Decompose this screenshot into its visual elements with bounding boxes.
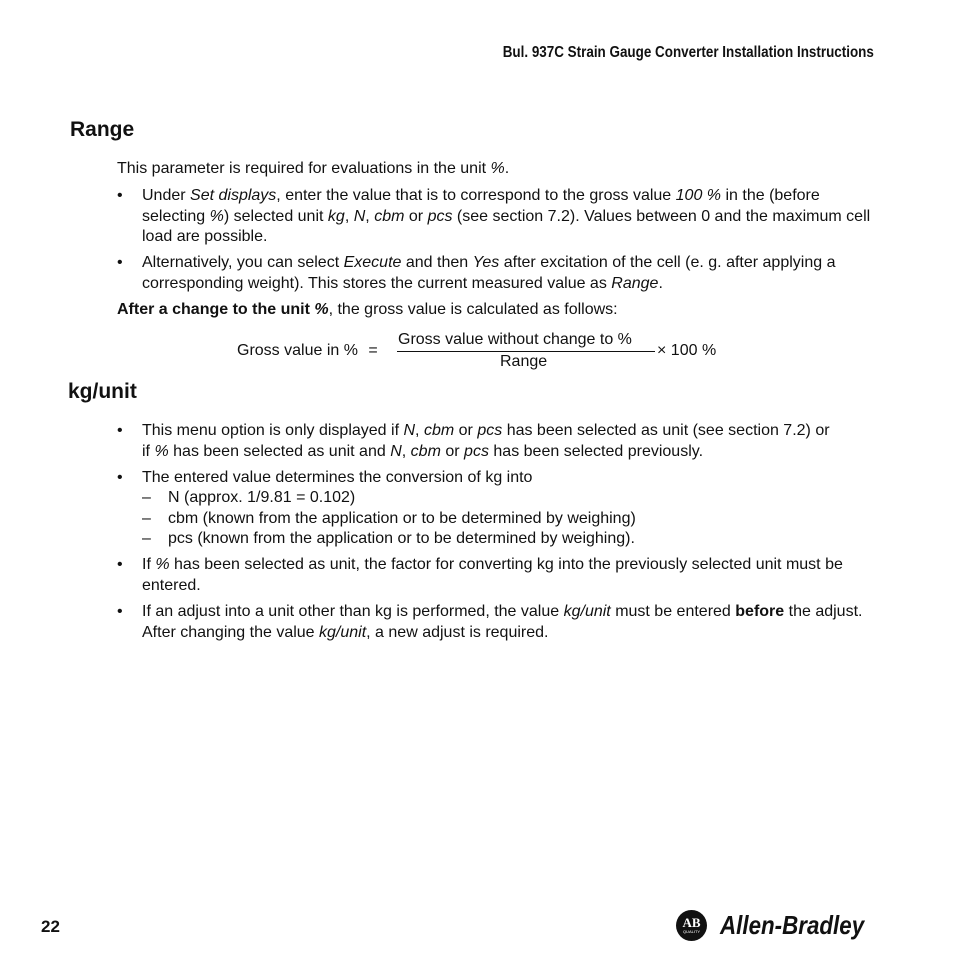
section-heading-kg-unit: kg/unit (68, 380, 137, 403)
formula-denominator: Range (500, 353, 548, 370)
bullet-marker: • (117, 187, 123, 204)
text-run: and then (405, 254, 469, 271)
range-intro-text: This parameter is required for evaluations in the unit (117, 160, 487, 177)
section-heading-range: Range (70, 118, 135, 141)
bullet-marker: • (117, 422, 123, 439)
allen-bradley-logo-icon (676, 910, 707, 941)
text-run-italic: cbm (423, 422, 455, 439)
dash-marker: – (142, 510, 151, 527)
range-bullet-1 (142, 186, 902, 248)
text-run-italic: % (155, 556, 170, 573)
dash-marker: – (142, 489, 151, 506)
text-run-italic: pcs (464, 442, 489, 460)
text-run: selecting (142, 207, 206, 225)
text-run: has been selected previously. (493, 442, 704, 460)
text-run: has been selected as unit and (173, 442, 386, 460)
text-run-italic: pcs (427, 207, 453, 225)
kgunit-bullet-2: The entered value determines the conversion of kg into (142, 469, 533, 486)
text-run-italic: % (209, 207, 224, 225)
bullet-marker: • (117, 556, 123, 573)
text-run-italic: N (403, 422, 416, 439)
text-run: , (365, 207, 370, 225)
kgunit-bullet-3 (142, 555, 892, 596)
list-item: cbm (known from the application or to be determined by weighing) (168, 510, 636, 527)
logo-ab-text: AB (682, 915, 701, 930)
text-run: , the gross value is calculated as follows: (328, 301, 618, 318)
text-run: has been selected as unit (see section 7.2) or (506, 422, 830, 439)
text-run: has been selected as unit, the factor for converting kg into the previously selected unit must be entered. (142, 556, 843, 594)
text-run: , (401, 442, 407, 460)
text-run-italic: kg/unit (319, 623, 367, 641)
text-run-italic: Set displays (190, 187, 277, 204)
text-run-italic: Execute (343, 254, 402, 271)
text-run-bold: After a change to the unit (117, 301, 310, 318)
text-run: in the (before (725, 187, 820, 204)
logo-small-text: QUALITY (682, 929, 701, 934)
formula-numerator: Gross value without change to % (398, 331, 632, 348)
range-intro-unit: % (490, 160, 505, 177)
text-run-italic: pcs (477, 422, 503, 439)
formula-lhs (237, 341, 378, 362)
text-run: the adjust. After changing the value (142, 603, 863, 641)
text-run: If an adjust into a unit other than kg is performed, the value (142, 603, 560, 620)
text-run-italic: Yes (472, 254, 500, 271)
text-run: , (344, 207, 350, 225)
text-run: if (142, 442, 150, 460)
text-run-italic: N (390, 442, 402, 460)
dash-marker: – (142, 530, 151, 547)
text-run-italic: kg (327, 207, 345, 225)
text-run: , enter the value that is to correspond to the gross value (276, 187, 672, 204)
list-item: N (approx. 1/9.81 = 0.102) (168, 489, 356, 506)
bullet-marker: • (117, 469, 123, 486)
text-run: Under (142, 187, 186, 204)
kgunit-bullet-1 (142, 421, 902, 462)
text-run: or (458, 422, 473, 439)
text-run-bold: before (735, 603, 785, 620)
document-header: Bul. 937C Strain Gauge Converter Installation Instructions (502, 44, 874, 61)
text-run-italic: Range (611, 274, 659, 292)
text-run: If (142, 556, 151, 573)
text-run: . (658, 274, 663, 292)
bullet-marker: • (117, 254, 123, 271)
page-number: 22 (41, 917, 60, 936)
range-after-change (117, 300, 618, 321)
formula-lhs-text: Gross value in % (237, 342, 358, 359)
range-intro-end: . (504, 160, 510, 177)
text-run: (see section 7.2). Values between 0 and the maximum cell load are possible. (142, 207, 871, 245)
text-run: or (408, 207, 424, 225)
text-run: Alternatively, you can select (142, 254, 340, 271)
kgunit-bullet-4 (142, 602, 882, 643)
bullet-marker: • (117, 603, 123, 620)
range-intro (117, 159, 509, 180)
text-run-italic: cbm (410, 442, 441, 460)
text-run-italic: kg/unit (563, 603, 611, 620)
text-run-italic: N (353, 207, 366, 225)
text-run: , (415, 422, 420, 439)
text-run-italic: % (154, 442, 169, 460)
text-run-italic: 100 % (675, 187, 722, 204)
text-run: must be entered (615, 603, 731, 620)
formula-factor (657, 341, 716, 362)
text-run: or (445, 442, 460, 460)
formula-equals: = (368, 342, 378, 359)
range-bullet-2 (142, 253, 902, 294)
formula-factor-text: 100 % (670, 342, 717, 359)
list-item: pcs (known from the application or to be determined by weighing). (168, 530, 635, 547)
brand-name: Allen-Bradley (720, 910, 865, 940)
text-run: , a new adjust is required. (366, 623, 549, 641)
text-run: ) selected unit (223, 207, 324, 225)
text-run-bold-italic: % (314, 301, 329, 318)
formula-times: × (657, 342, 667, 359)
text-run: This menu option is only displayed if (142, 422, 400, 439)
text-run: after excitation of the cell (e. g. after applying a corresponding weight). This stores the current measured value as (142, 254, 836, 292)
text-run-italic: cbm (374, 207, 405, 225)
